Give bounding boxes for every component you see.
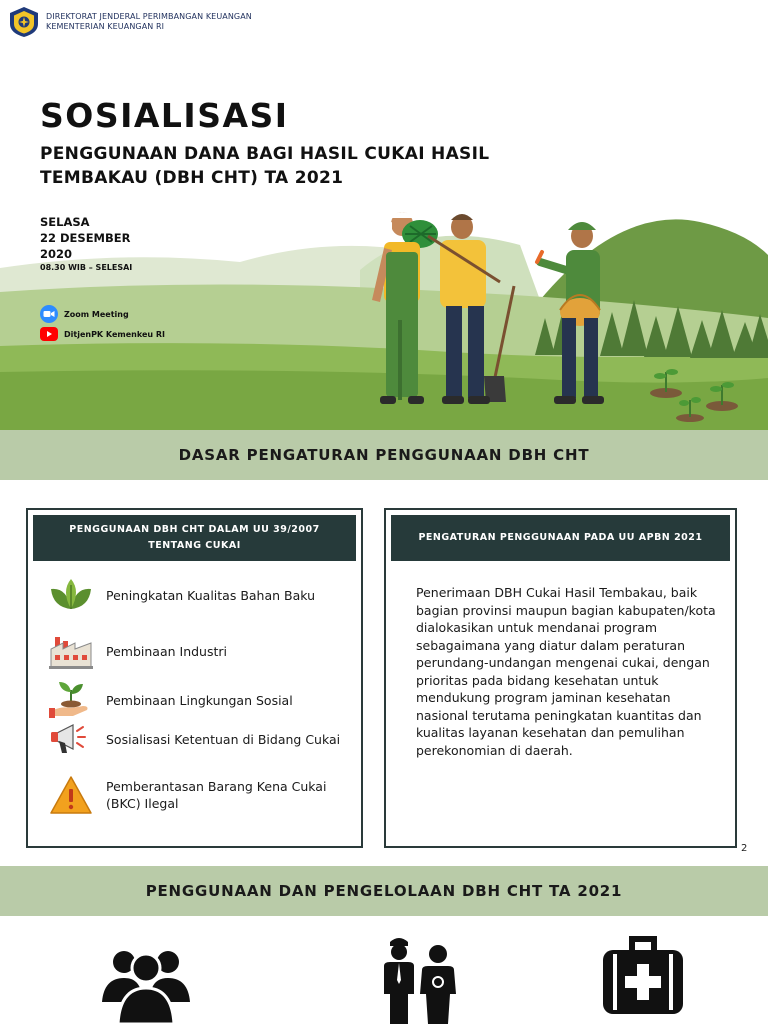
card-apbn bbox=[384, 508, 737, 848]
list-item bbox=[48, 680, 356, 720]
list-item-label: Peningkatan Kualitas Bahan Baku bbox=[106, 587, 316, 603]
medical-kit-icon bbox=[601, 932, 685, 1024]
org-header bbox=[8, 6, 252, 38]
list-item bbox=[48, 775, 356, 815]
page-title: SOSIALISASI bbox=[40, 96, 289, 135]
factory-icon bbox=[49, 633, 93, 669]
page-subtitle bbox=[40, 142, 520, 190]
megaphone-icon bbox=[49, 719, 93, 759]
card-uu-cukai-heading-line2: TENTANG CUKAI bbox=[148, 540, 241, 551]
plant-hand-icon bbox=[49, 680, 93, 720]
officers-icon bbox=[380, 932, 460, 1024]
list-item-label: Pembinaan Lingkungan Sosial bbox=[106, 692, 293, 708]
section-banner-pengelolaan bbox=[0, 866, 768, 916]
page-number: 2 bbox=[741, 843, 748, 854]
event-date-line2: 2020 bbox=[40, 247, 73, 261]
card-apbn-header: PENGATURAN PENGGUNAAN PADA UU APBN 2021 bbox=[391, 515, 730, 561]
subtitle-line2: TEMBAKAU (DBH CHT) TA 2021 bbox=[40, 168, 344, 188]
youtube-icon bbox=[40, 327, 58, 341]
channel-zoom-label: Zoom Meeting bbox=[64, 309, 129, 319]
hero-section bbox=[0, 0, 768, 433]
list-item-label: Sosialisasi Ketentuan di Bidang Cukai bbox=[106, 731, 341, 747]
zoom-icon bbox=[40, 305, 58, 323]
section-title-pengelolaan: PENGGUNAAN DAN PENGELOLAAN DBH CHT TA 2021 bbox=[145, 882, 623, 900]
people-group-icon bbox=[102, 932, 190, 1024]
channel-youtube[interactable] bbox=[40, 327, 165, 341]
card-uu-cukai-heading-line1: PENGGUNAAN DBH CHT DALAM UU 39/2007 bbox=[69, 524, 320, 535]
event-time: 08.30 WIB – SELESAI bbox=[40, 263, 133, 272]
org-name-line2: KEMENTERIAN KEUANGAN RI bbox=[46, 22, 165, 31]
card-apbn-body: Penerimaan DBH Cukai Hasil Tembakau, baik bagian provinsi maupun bagian kabupaten/kota dialokasikan untuk mendanai program sebagaimana yang diatur dalam peraturan perundang-undangan mengenai cukai, dengan prioritas pada bidang kesehatan untuk mendukung program jaminan kesehatan nasional terutama peningkatan kuantitas dan kualitas layanan kesehatan dan pemulihan perekonomian di daerah. bbox=[416, 585, 716, 758]
event-day: SELASA bbox=[40, 215, 90, 229]
section-banner-dasar bbox=[0, 430, 768, 480]
card-uu-cukai-header bbox=[33, 515, 356, 561]
event-date-line1: 22 DESEMBER bbox=[40, 231, 131, 245]
section-title-dasar: DASAR PENGATURAN PENGGUNAAN DBH CHT bbox=[178, 446, 590, 464]
subtitle-line1: PENGGUNAAN DANA BAGI HASIL CUKAI HASIL bbox=[40, 144, 490, 164]
warning-icon bbox=[49, 775, 93, 815]
event-schedule bbox=[40, 214, 132, 274]
channel-zoom[interactable] bbox=[40, 305, 129, 323]
list-item bbox=[48, 719, 356, 759]
list-item-label: Pembinaan Industri bbox=[106, 643, 227, 659]
list-item bbox=[48, 575, 356, 615]
leaves-icon bbox=[49, 577, 93, 613]
kemenkeu-logo-icon bbox=[8, 6, 40, 38]
list-item-label: Pemberantasan Barang Kena Cukai (BKC) Ilegal bbox=[106, 779, 327, 811]
channel-youtube-label: DitjenPK Kemenkeu RI bbox=[64, 329, 166, 339]
card-uu-cukai bbox=[26, 508, 363, 848]
list-item bbox=[48, 631, 356, 671]
org-name-line1: DIREKTORAT JENDERAL PERIMBANGAN KEUANGAN bbox=[46, 12, 252, 21]
